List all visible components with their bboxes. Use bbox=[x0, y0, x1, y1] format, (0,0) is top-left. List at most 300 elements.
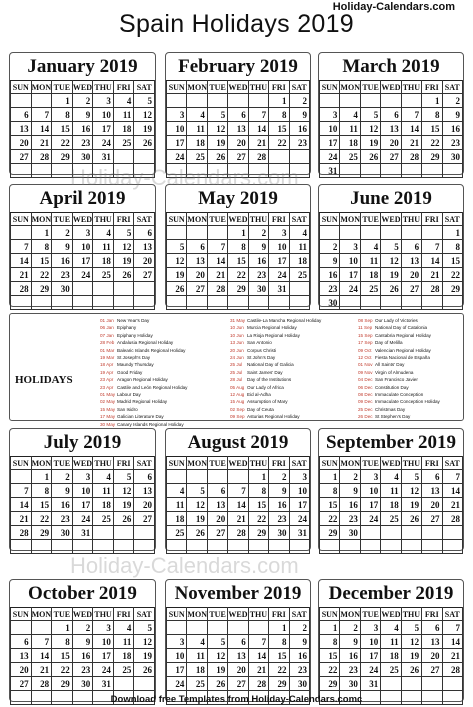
day-cell: 1 bbox=[269, 621, 289, 635]
day-cell: 3 bbox=[269, 226, 289, 240]
weekday-header: SUN bbox=[11, 608, 32, 621]
week-row bbox=[320, 150, 463, 164]
holiday-name: Castile-La Mancha Regional Holiday bbox=[247, 318, 322, 323]
day-cell: 10 bbox=[340, 254, 360, 268]
weekday-header: SAT bbox=[442, 457, 462, 470]
day-cell: 8 bbox=[320, 635, 340, 649]
day-cell: 27 bbox=[187, 282, 207, 296]
day-cell: 24 bbox=[360, 512, 380, 526]
day-cell: 15 bbox=[248, 498, 268, 512]
day-cell: 30 bbox=[52, 526, 73, 540]
holiday-item bbox=[358, 376, 440, 383]
month-title: June 2019 bbox=[350, 188, 432, 209]
holiday-name: Asturias Regional Holiday bbox=[247, 414, 300, 420]
holiday-date: 19 Mar bbox=[100, 355, 115, 361]
day-cell: 18 bbox=[113, 649, 134, 663]
day-cell: 5 bbox=[207, 108, 227, 122]
day-cell: 25 bbox=[289, 268, 309, 282]
day-cell: 22 bbox=[320, 512, 340, 526]
week-row bbox=[167, 122, 310, 136]
day-cell: 8 bbox=[52, 108, 73, 122]
holiday-item bbox=[358, 324, 440, 331]
holiday-item bbox=[358, 406, 440, 413]
day-cell: 15 bbox=[442, 254, 462, 268]
day-cell: 20 bbox=[134, 498, 155, 512]
day-cell: 19 bbox=[401, 649, 421, 663]
day-cell: 10 bbox=[72, 484, 93, 498]
day-cell: 16 bbox=[52, 254, 73, 268]
holiday-date: 08 Sep bbox=[358, 318, 373, 323]
weekday-header: THU bbox=[249, 458, 268, 468]
day-cell bbox=[72, 296, 93, 310]
day-cell: 16 bbox=[52, 498, 73, 512]
day-cell bbox=[340, 94, 360, 108]
weekday-header: FRI bbox=[113, 608, 134, 621]
holiday-item bbox=[358, 398, 440, 405]
holiday-date: 02 Sep bbox=[230, 406, 245, 412]
day-cell: 13 bbox=[187, 254, 207, 268]
day-cell: 3 bbox=[93, 621, 114, 635]
day-cell: 25 bbox=[187, 150, 207, 164]
holiday-date: 25 Jul bbox=[230, 369, 243, 375]
holiday-date: 02 May bbox=[100, 399, 116, 405]
day-cell: 8 bbox=[422, 108, 442, 122]
holiday-date: 09 Sep bbox=[230, 414, 245, 420]
weekday-header: MON bbox=[187, 214, 207, 224]
weekday-header: SAT bbox=[289, 81, 309, 94]
weekday-header: SAT bbox=[442, 213, 462, 226]
day-cell: 15 bbox=[31, 254, 52, 268]
day-cell: 10 bbox=[167, 122, 187, 136]
day-cell: 30 bbox=[52, 282, 73, 296]
day-cell: 11 bbox=[187, 122, 207, 136]
holiday-date: 20 Jun bbox=[230, 347, 244, 353]
day-cell: 1 bbox=[31, 226, 52, 240]
holiday-item bbox=[100, 384, 187, 391]
day-cell: 9 bbox=[269, 484, 289, 498]
day-cell: 11 bbox=[93, 240, 114, 254]
day-cell: 22 bbox=[442, 268, 462, 282]
day-cell: 7 bbox=[31, 635, 52, 649]
day-cell: 15 bbox=[320, 498, 340, 512]
day-cell: 20 bbox=[381, 136, 401, 150]
week-row bbox=[167, 296, 310, 310]
holiday-date: 09 Oct bbox=[358, 347, 372, 353]
holiday-date: 28 Feb bbox=[100, 340, 115, 346]
weekday-header: THU bbox=[94, 82, 112, 92]
month-title: May 2019 bbox=[198, 188, 278, 209]
day-cell bbox=[289, 282, 309, 296]
day-cell: 7 bbox=[401, 108, 421, 122]
holiday-date: 13 Jun bbox=[230, 340, 244, 346]
day-cell bbox=[340, 540, 360, 554]
weekday-header: SUN bbox=[11, 81, 32, 94]
month-calendar bbox=[9, 579, 156, 702]
day-cell bbox=[93, 282, 114, 296]
day-cell: 12 bbox=[207, 649, 227, 663]
weekday-header: SUN bbox=[167, 457, 187, 470]
day-cell bbox=[422, 526, 442, 540]
holiday-item bbox=[100, 332, 187, 339]
day-cell: 23 bbox=[289, 663, 309, 677]
day-cell: 13 bbox=[422, 484, 442, 498]
day-cell bbox=[381, 226, 401, 240]
day-cell: 16 bbox=[289, 649, 309, 663]
month-title: April 2019 bbox=[39, 188, 126, 209]
week-row bbox=[167, 677, 310, 691]
day-cell: 4 bbox=[113, 94, 134, 108]
day-cell: 25 bbox=[93, 512, 114, 526]
day-cell: 8 bbox=[52, 635, 73, 649]
week-row bbox=[167, 240, 310, 254]
holiday-item bbox=[358, 384, 440, 391]
day-cell: 31 bbox=[320, 164, 340, 178]
holiday-name: Our Lady of Africa bbox=[247, 384, 284, 390]
day-cell: 21 bbox=[11, 268, 32, 282]
day-cell: 18 bbox=[93, 254, 114, 268]
day-cell: 11 bbox=[289, 240, 309, 254]
day-cell: 20 bbox=[134, 254, 155, 268]
day-cell: 31 bbox=[72, 526, 93, 540]
weekday-header: MON bbox=[340, 458, 360, 468]
holiday-date: 18 Apr bbox=[100, 362, 114, 368]
day-cell: 11 bbox=[187, 649, 207, 663]
day-cell: 10 bbox=[289, 484, 309, 498]
day-cell: 12 bbox=[401, 635, 421, 649]
day-cell: 12 bbox=[134, 635, 155, 649]
day-cell bbox=[248, 94, 268, 108]
holiday-name: Andalusia Regional Holiday bbox=[117, 340, 174, 346]
day-cell: 24 bbox=[360, 663, 380, 677]
holiday-item bbox=[230, 347, 321, 354]
holiday-date: 06 Jan bbox=[100, 325, 114, 331]
day-cell bbox=[442, 677, 462, 691]
day-cell bbox=[269, 296, 289, 310]
day-cell bbox=[360, 164, 380, 178]
weekday-header: SUN bbox=[320, 608, 340, 621]
holiday-date: 01 Nov bbox=[358, 362, 373, 368]
month-table bbox=[166, 607, 310, 705]
day-cell: 5 bbox=[187, 484, 207, 498]
week-row bbox=[11, 296, 155, 310]
day-cell bbox=[228, 94, 248, 108]
weekday-header: FRI bbox=[422, 81, 442, 94]
weekday-header: TUE bbox=[362, 214, 379, 224]
day-cell bbox=[228, 540, 248, 554]
day-cell bbox=[113, 150, 134, 164]
week-row bbox=[11, 108, 155, 122]
day-cell: 14 bbox=[442, 635, 462, 649]
holiday-date: 11 Sep bbox=[358, 325, 373, 331]
week-row bbox=[11, 94, 155, 108]
day-cell: 13 bbox=[228, 122, 248, 136]
holiday-date: 30 May bbox=[100, 421, 116, 427]
day-cell bbox=[401, 677, 421, 691]
day-cell: 20 bbox=[187, 268, 207, 282]
day-cell: 21 bbox=[248, 663, 268, 677]
month-title: July 2019 bbox=[43, 432, 122, 453]
day-cell bbox=[289, 296, 309, 310]
weekday-header: TUE bbox=[52, 608, 73, 621]
day-cell: 26 bbox=[401, 663, 421, 677]
day-cell: 18 bbox=[381, 649, 401, 663]
week-row bbox=[320, 136, 463, 150]
day-cell: 17 bbox=[72, 498, 93, 512]
day-cell bbox=[381, 94, 401, 108]
day-cell bbox=[340, 296, 360, 310]
day-cell: 6 bbox=[134, 226, 155, 240]
month-calendar bbox=[165, 52, 311, 175]
day-cell: 30 bbox=[72, 677, 93, 691]
day-cell: 9 bbox=[52, 240, 73, 254]
day-cell: 4 bbox=[289, 226, 309, 240]
day-cell: 5 bbox=[207, 635, 227, 649]
weekday-header: WED bbox=[72, 609, 93, 619]
month-calendar bbox=[9, 184, 156, 307]
holiday-name: Balearic Islands Regional Holiday bbox=[117, 347, 186, 353]
day-cell bbox=[187, 296, 207, 310]
day-cell: 23 bbox=[340, 512, 360, 526]
weekday-header: MON bbox=[31, 214, 52, 224]
week-row bbox=[320, 649, 463, 663]
week-row bbox=[11, 677, 155, 691]
day-cell: 4 bbox=[113, 621, 134, 635]
day-cell bbox=[31, 621, 52, 635]
day-cell bbox=[167, 621, 187, 635]
day-cell bbox=[207, 296, 227, 310]
day-cell: 28 bbox=[401, 150, 421, 164]
week-row bbox=[11, 136, 155, 150]
holiday-date: 06 Dec bbox=[358, 384, 373, 390]
day-cell bbox=[113, 677, 134, 691]
day-cell: 1 bbox=[31, 470, 52, 484]
day-cell: 24 bbox=[320, 150, 340, 164]
holiday-date: 12 Oct bbox=[358, 355, 372, 361]
day-cell bbox=[401, 540, 421, 554]
day-cell: 25 bbox=[167, 526, 187, 540]
holiday-name: New Year's Day bbox=[117, 318, 150, 323]
day-cell: 14 bbox=[31, 122, 52, 136]
day-cell: 17 bbox=[93, 122, 114, 136]
day-cell: 6 bbox=[134, 470, 155, 484]
holiday-name: Day of Ceuta bbox=[247, 406, 274, 412]
day-cell: 1 bbox=[269, 94, 289, 108]
day-cell bbox=[340, 164, 360, 178]
day-cell: 21 bbox=[422, 268, 442, 282]
day-cell: 12 bbox=[113, 484, 134, 498]
day-cell: 8 bbox=[31, 240, 52, 254]
month-title: January 2019 bbox=[27, 56, 138, 77]
holiday-name: All Saints' Day bbox=[375, 362, 405, 368]
holiday-item bbox=[230, 369, 321, 376]
day-cell: 13 bbox=[207, 498, 227, 512]
day-cell: 2 bbox=[269, 470, 289, 484]
holiday-date: 23 Apr bbox=[100, 384, 114, 390]
month-table bbox=[319, 456, 463, 554]
holiday-item bbox=[230, 361, 321, 368]
day-cell: 15 bbox=[52, 122, 73, 136]
day-cell: 3 bbox=[360, 621, 380, 635]
weekday-header: THU bbox=[94, 458, 112, 468]
day-cell: 22 bbox=[31, 268, 52, 282]
week-row bbox=[320, 94, 463, 108]
weekday-header: WED bbox=[228, 82, 248, 92]
holiday-item bbox=[230, 332, 321, 339]
holiday-item bbox=[230, 324, 321, 331]
day-cell: 17 bbox=[93, 649, 114, 663]
day-cell: 18 bbox=[167, 512, 187, 526]
holiday-column-3 bbox=[358, 317, 440, 421]
holiday-item bbox=[100, 361, 187, 368]
page-title: Spain Holidays 2019 bbox=[118, 10, 355, 38]
weekday-header: FRI bbox=[113, 81, 134, 94]
day-cell: 4 bbox=[381, 470, 401, 484]
day-cell: 6 bbox=[228, 108, 248, 122]
week-row bbox=[167, 512, 310, 526]
week-row bbox=[320, 677, 463, 691]
day-cell: 31 bbox=[289, 526, 309, 540]
holiday-name: Valencian Regional Holiday bbox=[375, 347, 431, 353]
day-cell bbox=[167, 296, 187, 310]
weekday-header: SAT bbox=[289, 457, 309, 470]
day-cell: 6 bbox=[11, 635, 32, 649]
weekday-header: SAT bbox=[442, 81, 462, 94]
day-cell: 13 bbox=[422, 635, 442, 649]
day-cell bbox=[11, 94, 32, 108]
week-row bbox=[167, 282, 310, 296]
day-cell: 2 bbox=[52, 470, 73, 484]
day-cell: 28 bbox=[422, 282, 442, 296]
holiday-item bbox=[230, 339, 321, 346]
day-cell: 24 bbox=[269, 268, 289, 282]
holiday-date: 10 Jun bbox=[230, 332, 244, 338]
weekday-header: SAT bbox=[134, 608, 155, 621]
day-cell: 4 bbox=[93, 226, 114, 240]
day-cell bbox=[422, 164, 442, 178]
day-cell: 22 bbox=[422, 136, 442, 150]
weekday-header: TUE bbox=[362, 82, 379, 92]
day-cell bbox=[113, 540, 134, 554]
week-row bbox=[167, 621, 310, 635]
day-cell: 26 bbox=[207, 677, 227, 691]
day-cell: 13 bbox=[381, 122, 401, 136]
day-cell: 30 bbox=[289, 677, 309, 691]
day-cell: 9 bbox=[52, 484, 73, 498]
day-cell bbox=[167, 470, 187, 484]
week-row bbox=[11, 282, 155, 296]
day-cell: 21 bbox=[401, 136, 421, 150]
day-cell: 11 bbox=[113, 108, 134, 122]
day-cell: 2 bbox=[289, 621, 309, 635]
weekday-header: FRI bbox=[269, 457, 289, 470]
day-cell: 3 bbox=[72, 226, 93, 240]
day-cell: 18 bbox=[187, 136, 207, 150]
week-row bbox=[167, 526, 310, 540]
day-cell: 26 bbox=[167, 282, 187, 296]
day-cell: 30 bbox=[248, 282, 268, 296]
day-cell: 12 bbox=[360, 122, 380, 136]
day-cell bbox=[31, 296, 52, 310]
month-calendar bbox=[9, 52, 156, 175]
holiday-name: Assumption of Mary bbox=[247, 399, 288, 405]
holiday-date: 12 Aug bbox=[230, 392, 245, 398]
holidays-label: HOLIDAYS bbox=[15, 374, 73, 386]
weekday-header: MON bbox=[187, 609, 207, 619]
day-cell: 26 bbox=[381, 282, 401, 296]
weekday-header: SAT bbox=[289, 213, 309, 226]
day-cell: 2 bbox=[340, 470, 360, 484]
day-cell: 12 bbox=[113, 240, 134, 254]
day-cell bbox=[134, 677, 155, 691]
day-cell: 29 bbox=[442, 282, 462, 296]
weekday-header: TUE bbox=[209, 458, 226, 468]
month-calendar bbox=[318, 579, 464, 702]
weekday-header: WED bbox=[381, 609, 401, 619]
day-cell: 8 bbox=[228, 240, 248, 254]
week-row bbox=[167, 94, 310, 108]
day-cell: 8 bbox=[269, 635, 289, 649]
weekday-header: WED bbox=[381, 214, 401, 224]
watermark-top: Holiday-Calendars.com bbox=[70, 165, 299, 190]
day-cell bbox=[187, 621, 207, 635]
day-cell: 22 bbox=[31, 512, 52, 526]
day-cell: 25 bbox=[93, 268, 114, 282]
weekday-header: MON bbox=[187, 82, 207, 92]
day-cell: 27 bbox=[381, 150, 401, 164]
day-cell: 18 bbox=[93, 498, 114, 512]
holiday-column-1 bbox=[100, 317, 187, 428]
weekday-header: FRI bbox=[422, 608, 442, 621]
day-cell: 17 bbox=[269, 254, 289, 268]
month-table bbox=[10, 456, 155, 554]
day-cell: 8 bbox=[269, 108, 289, 122]
day-cell bbox=[360, 540, 380, 554]
day-cell: 14 bbox=[31, 649, 52, 663]
day-cell: 23 bbox=[289, 136, 309, 150]
day-cell: 5 bbox=[113, 226, 134, 240]
week-row bbox=[167, 150, 310, 164]
day-cell: 23 bbox=[72, 136, 93, 150]
day-cell: 5 bbox=[381, 240, 401, 254]
day-cell: 13 bbox=[134, 240, 155, 254]
day-cell bbox=[187, 470, 207, 484]
day-cell: 30 bbox=[269, 526, 289, 540]
day-cell: 4 bbox=[187, 108, 207, 122]
day-cell: 20 bbox=[11, 663, 32, 677]
day-cell bbox=[248, 296, 268, 310]
day-cell bbox=[381, 677, 401, 691]
day-cell: 10 bbox=[93, 635, 114, 649]
day-cell: 20 bbox=[422, 649, 442, 663]
day-cell: 7 bbox=[207, 240, 227, 254]
week-row bbox=[167, 540, 310, 554]
holiday-date: 01 Jan bbox=[100, 318, 114, 323]
day-cell: 24 bbox=[93, 663, 114, 677]
day-cell: 15 bbox=[269, 122, 289, 136]
month-table bbox=[166, 80, 310, 178]
holiday-date: 07 Jan bbox=[100, 332, 114, 338]
weekday-header: TUE bbox=[52, 81, 73, 94]
day-cell bbox=[72, 540, 93, 554]
day-cell: 13 bbox=[401, 254, 421, 268]
day-cell: 4 bbox=[167, 484, 187, 498]
day-cell bbox=[187, 540, 207, 554]
day-cell: 7 bbox=[228, 484, 248, 498]
day-cell bbox=[422, 226, 442, 240]
day-cell: 15 bbox=[228, 254, 248, 268]
day-cell: 19 bbox=[167, 268, 187, 282]
day-cell: 16 bbox=[72, 649, 93, 663]
